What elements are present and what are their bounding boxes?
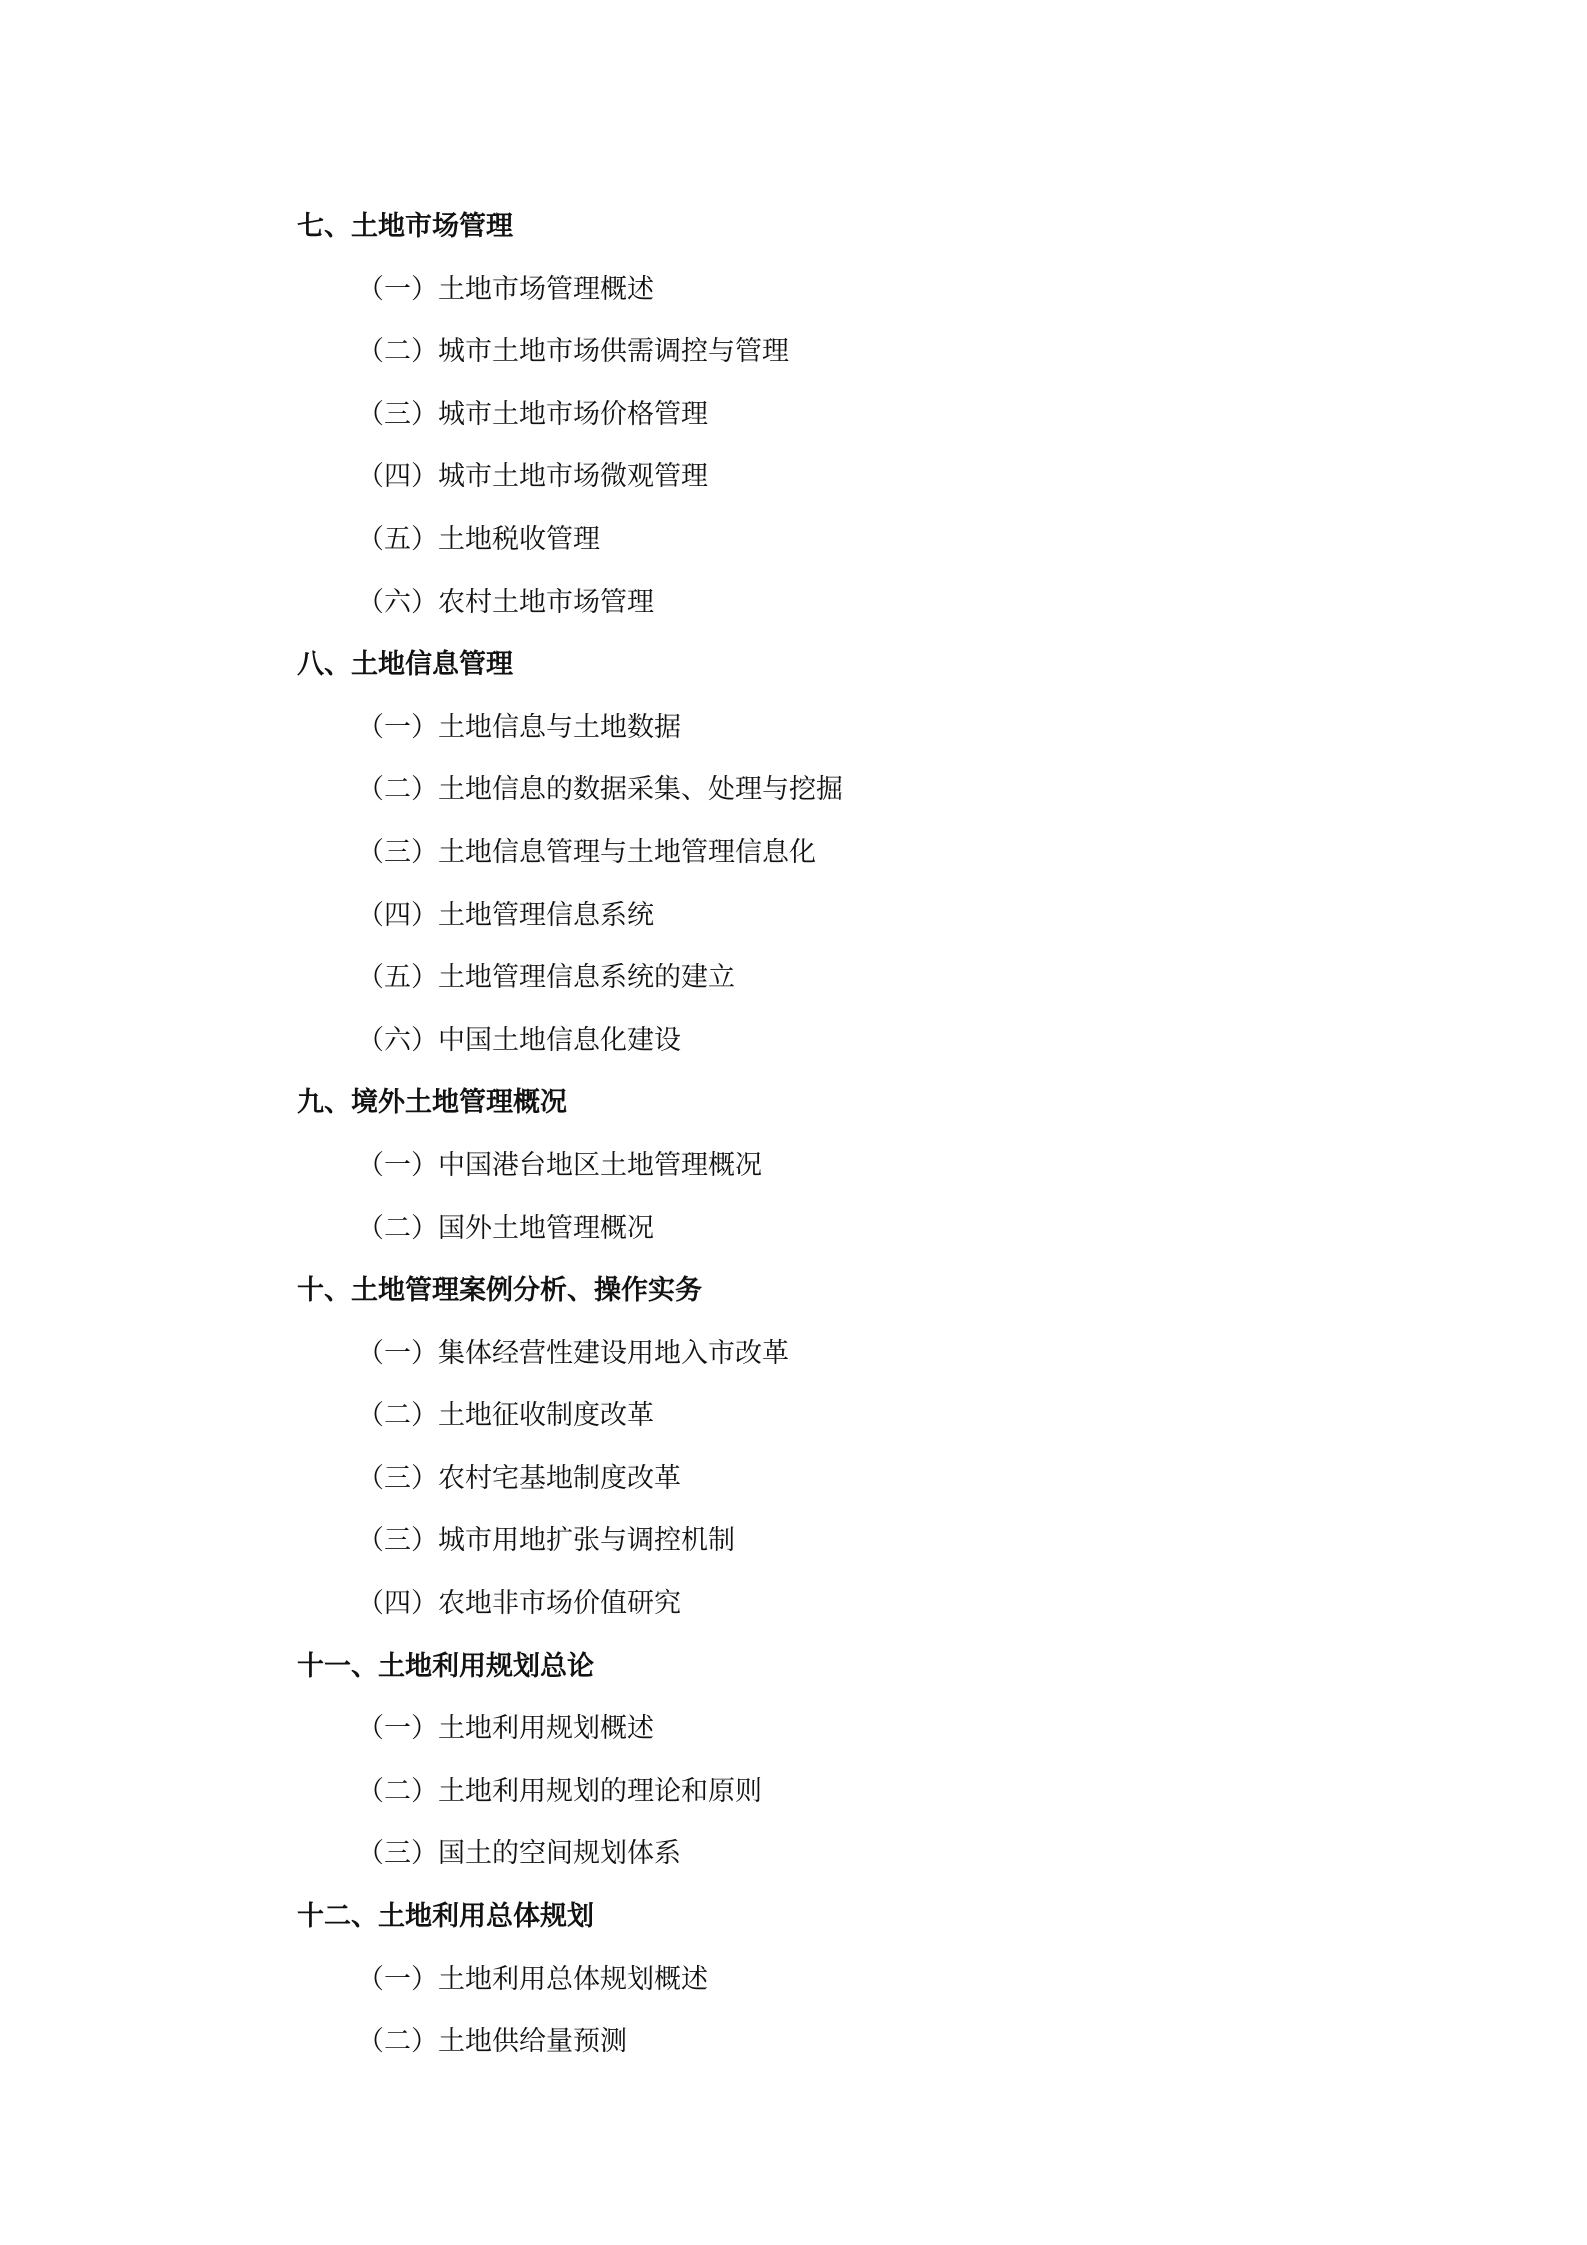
- section-item: （一）集体经营性建设用地入市改革: [357, 1337, 789, 1369]
- section-item: （三）农村宅基地制度改革: [357, 1462, 681, 1494]
- section-item: （六）农村土地市场管理: [357, 586, 654, 618]
- section-item: （一）土地利用总体规划概述: [357, 1963, 708, 1995]
- section-item: （二）土地征收制度改革: [357, 1400, 654, 1432]
- section-item: （六）中国土地信息化建设: [357, 1024, 681, 1056]
- section-item: （一）土地信息与土地数据: [357, 711, 681, 743]
- section-heading: 八、土地信息管理: [297, 649, 513, 681]
- section-item: （一）土地利用规划概述: [357, 1713, 654, 1745]
- section-item: （二）土地供给量预测: [357, 2026, 627, 2058]
- section-item: （四）土地管理信息系统: [357, 899, 654, 931]
- section-heading: 十一、土地利用规划总论: [297, 1650, 594, 1682]
- section-item: （二）土地利用规划的理论和原则: [357, 1775, 762, 1807]
- section-item: （一）土地市场管理概述: [357, 273, 654, 305]
- section-heading: 十、土地管理案例分析、操作实务: [297, 1275, 702, 1307]
- section-item: （三）城市土地市场价格管理: [357, 398, 708, 430]
- section-item: （二）城市土地市场供需调控与管理: [357, 336, 789, 368]
- section-item: （四）城市土地市场微观管理: [357, 461, 708, 493]
- section-item: （五）土地管理信息系统的建立: [357, 962, 735, 994]
- section-heading: 九、境外土地管理概况: [297, 1087, 567, 1119]
- section-item: （五）土地税收管理: [357, 523, 600, 555]
- section-item: （二）国外土地管理概况: [357, 1212, 654, 1244]
- syllabus-outline: [297, 196, 1397, 2074]
- section-heading: 十二、土地利用总体规划: [297, 1901, 594, 1933]
- section-item: （四）农地非市场价值研究: [357, 1588, 681, 1620]
- section-item: （一）中国港台地区土地管理概况: [357, 1149, 762, 1181]
- section-heading: 七、土地市场管理: [297, 211, 513, 242]
- section-item: （三）国土的空间规划体系: [357, 1838, 681, 1870]
- section-item: （三）城市用地扩张与调控机制: [357, 1525, 735, 1557]
- section-item: （二）土地信息的数据采集、处理与挖掘: [357, 774, 843, 806]
- section-item: （三）土地信息管理与土地管理信息化: [357, 836, 816, 868]
